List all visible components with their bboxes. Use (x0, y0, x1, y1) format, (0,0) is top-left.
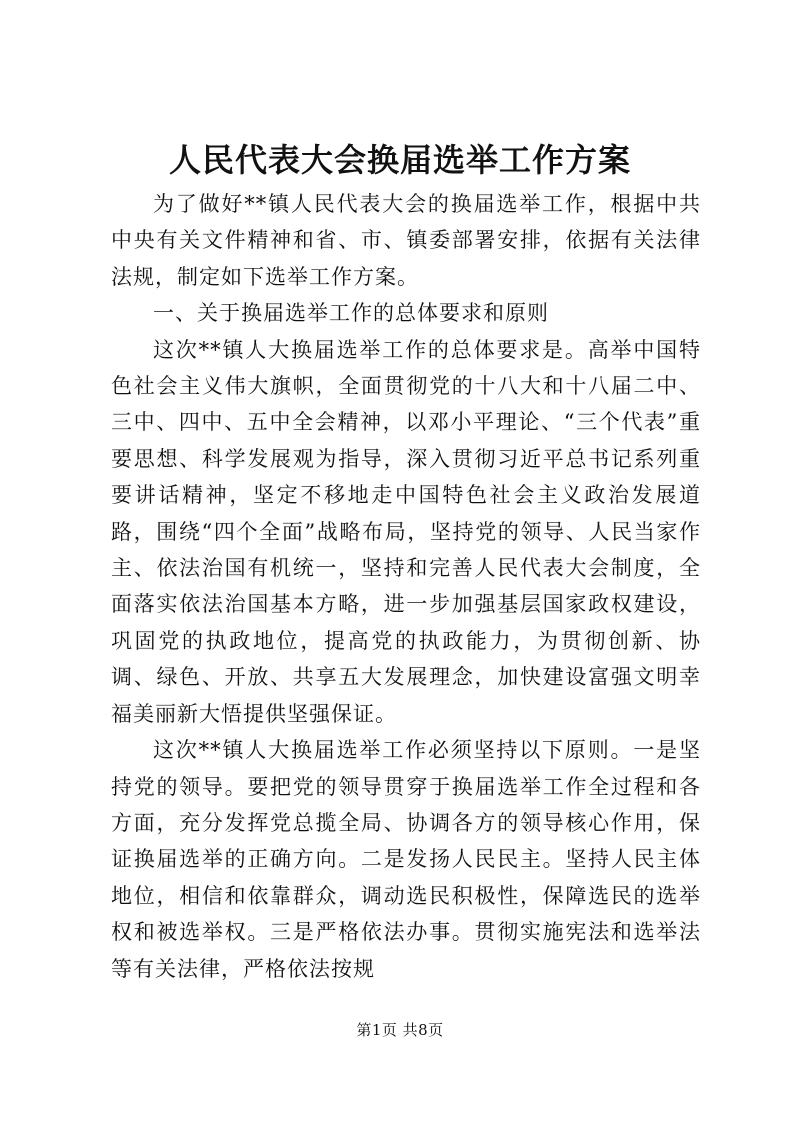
requirements-paragraph: 这次**镇人大换届选举工作的总体要求是。高举中国特色社会主义伟大旗帜，全面贯彻党的十八大和十八届二中、三中、四中、五中全会精神，以邓小平理论、“三个代表”重要思想、科学发展观为指导，深入贯彻习近平总书记系列重要讲话精神，坚定不移地走中国特色社会主义政治发展道路，围绕“四个全面”战略布局，坚持党的领导、人民当家作主、依法治国有机统一，坚持和完善人民代表大会制度，全面落实依法治国基本方略，进一步加强基层国家政权建设，巩固党的执政地位，提高党的执政能力，为贯彻创新、协调、绿色、开放、共享五大发展理念，加快建设富强文明幸福美丽新大悟提供坚强保证。 (111, 337, 701, 726)
intro-paragraph: 为了做好**镇人民代表大会的换届选举工作，根据中共中央有关文件精神和省、市、镇委部署安排，依据有关法律法规，制定如下选举工作方案。 (111, 192, 701, 289)
document-title: 人民代表大会换届选举工作方案 (168, 141, 631, 179)
page-footer: 第1页 共8页 (356, 1021, 444, 1039)
document-body (111, 186, 701, 987)
section-heading: 一、关于换届选举工作的总体要求和原则 (153, 301, 549, 326)
principles-paragraph: 这次**镇人大换届选举工作必须坚持以下原则。一是坚持党的领导。要把党的领导贯穿于换届选举工作全过程和各方面，充分发挥党总揽全局、协调各方的领导核心作用，保证换届选举的正确方向。二是发扬人民民主。坚持人民主体地位，相信和依靠群众，调动选民积极性，保障选民的选举权和被选举权。三是严格依法办事。贯彻实施宪法和选举法等有关法律，严格依法按规 (111, 738, 701, 981)
